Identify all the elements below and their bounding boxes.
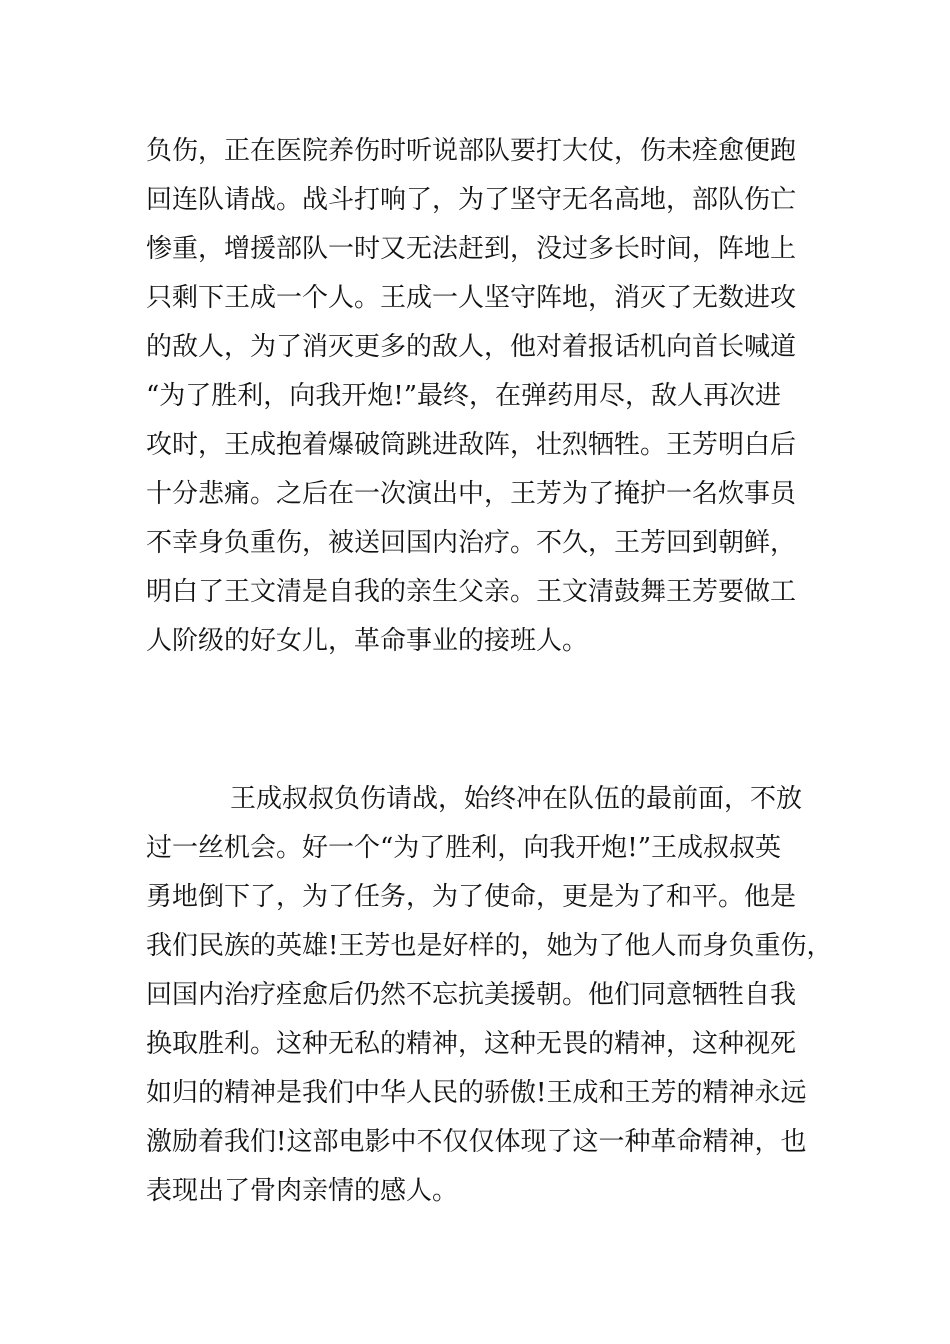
text-line: 勇地倒下了，为了任务，为了使命，更是为了和平。他是 bbox=[146, 882, 797, 912]
text-line: 攻时，王成抱着爆破筒跳进敌阵，壮烈牺牲。王芳明白后 bbox=[146, 430, 797, 460]
text-line: 表现出了骨肉亲情的感人。 bbox=[146, 1176, 459, 1206]
text-line: 人阶级的好女儿，革命事业的接班人。 bbox=[146, 626, 589, 656]
text-line: 王成叔叔负伤请战，始终冲在队伍的最前面，不放 bbox=[230, 784, 803, 814]
text-line: 负伤，正在医院养伤时听说部队要打大仗，伤未痊愈便跑 bbox=[146, 136, 797, 166]
text-line: 回国内治疗痊愈后仍然不忘抗美援朝。他们同意牺牲自我 bbox=[146, 980, 797, 1010]
text-line: 换取胜利。这种无私的精神，这种无畏的精神，这种视死 bbox=[146, 1029, 797, 1059]
text-line: 不幸身负重伤，被送回国内治疗。不久，王芳回到朝鲜， bbox=[146, 528, 797, 558]
text-line: 惨重，增援部队一时又无法赶到，没过多长时间，阵地上 bbox=[146, 234, 797, 264]
paragraph-2 bbox=[146, 775, 836, 1216]
text-line: 的敌人，为了消灭更多的敌人，他对着报话机向首长喊道 bbox=[146, 332, 797, 362]
text-line: 十分悲痛。之后在一次演出中，王芳为了掩护一名炊事员 bbox=[146, 479, 797, 509]
text-line: 过一丝机会。好一个“为了胜利，向我开炮!”王成叔叔英 bbox=[146, 833, 782, 863]
text-line: 激励着我们!这部电影中不仅仅体现了这一种革命精神，也 bbox=[146, 1127, 807, 1157]
text-line: 明白了王文清是自我的亲生父亲。王文清鼓舞王芳要做工 bbox=[146, 577, 797, 607]
text-line: 回连队请战。战斗打响了，为了坚守无名高地，部队伤亡 bbox=[146, 185, 797, 215]
text-line: 我们民族的英雄!王芳也是好样的，她为了他人而身负重伤， bbox=[146, 931, 833, 961]
paragraph-1 bbox=[146, 127, 836, 666]
text-line: 只剩下王成一个人。王成一人坚守阵地，消灭了无数进攻 bbox=[146, 283, 797, 313]
text-line: “为了胜利，向我开炮!”最终，在弹药用尽，敌人再次进 bbox=[146, 381, 782, 411]
text-line: 如归的精神是我们中华人民的骄傲!王成和王芳的精神永远 bbox=[146, 1078, 807, 1108]
